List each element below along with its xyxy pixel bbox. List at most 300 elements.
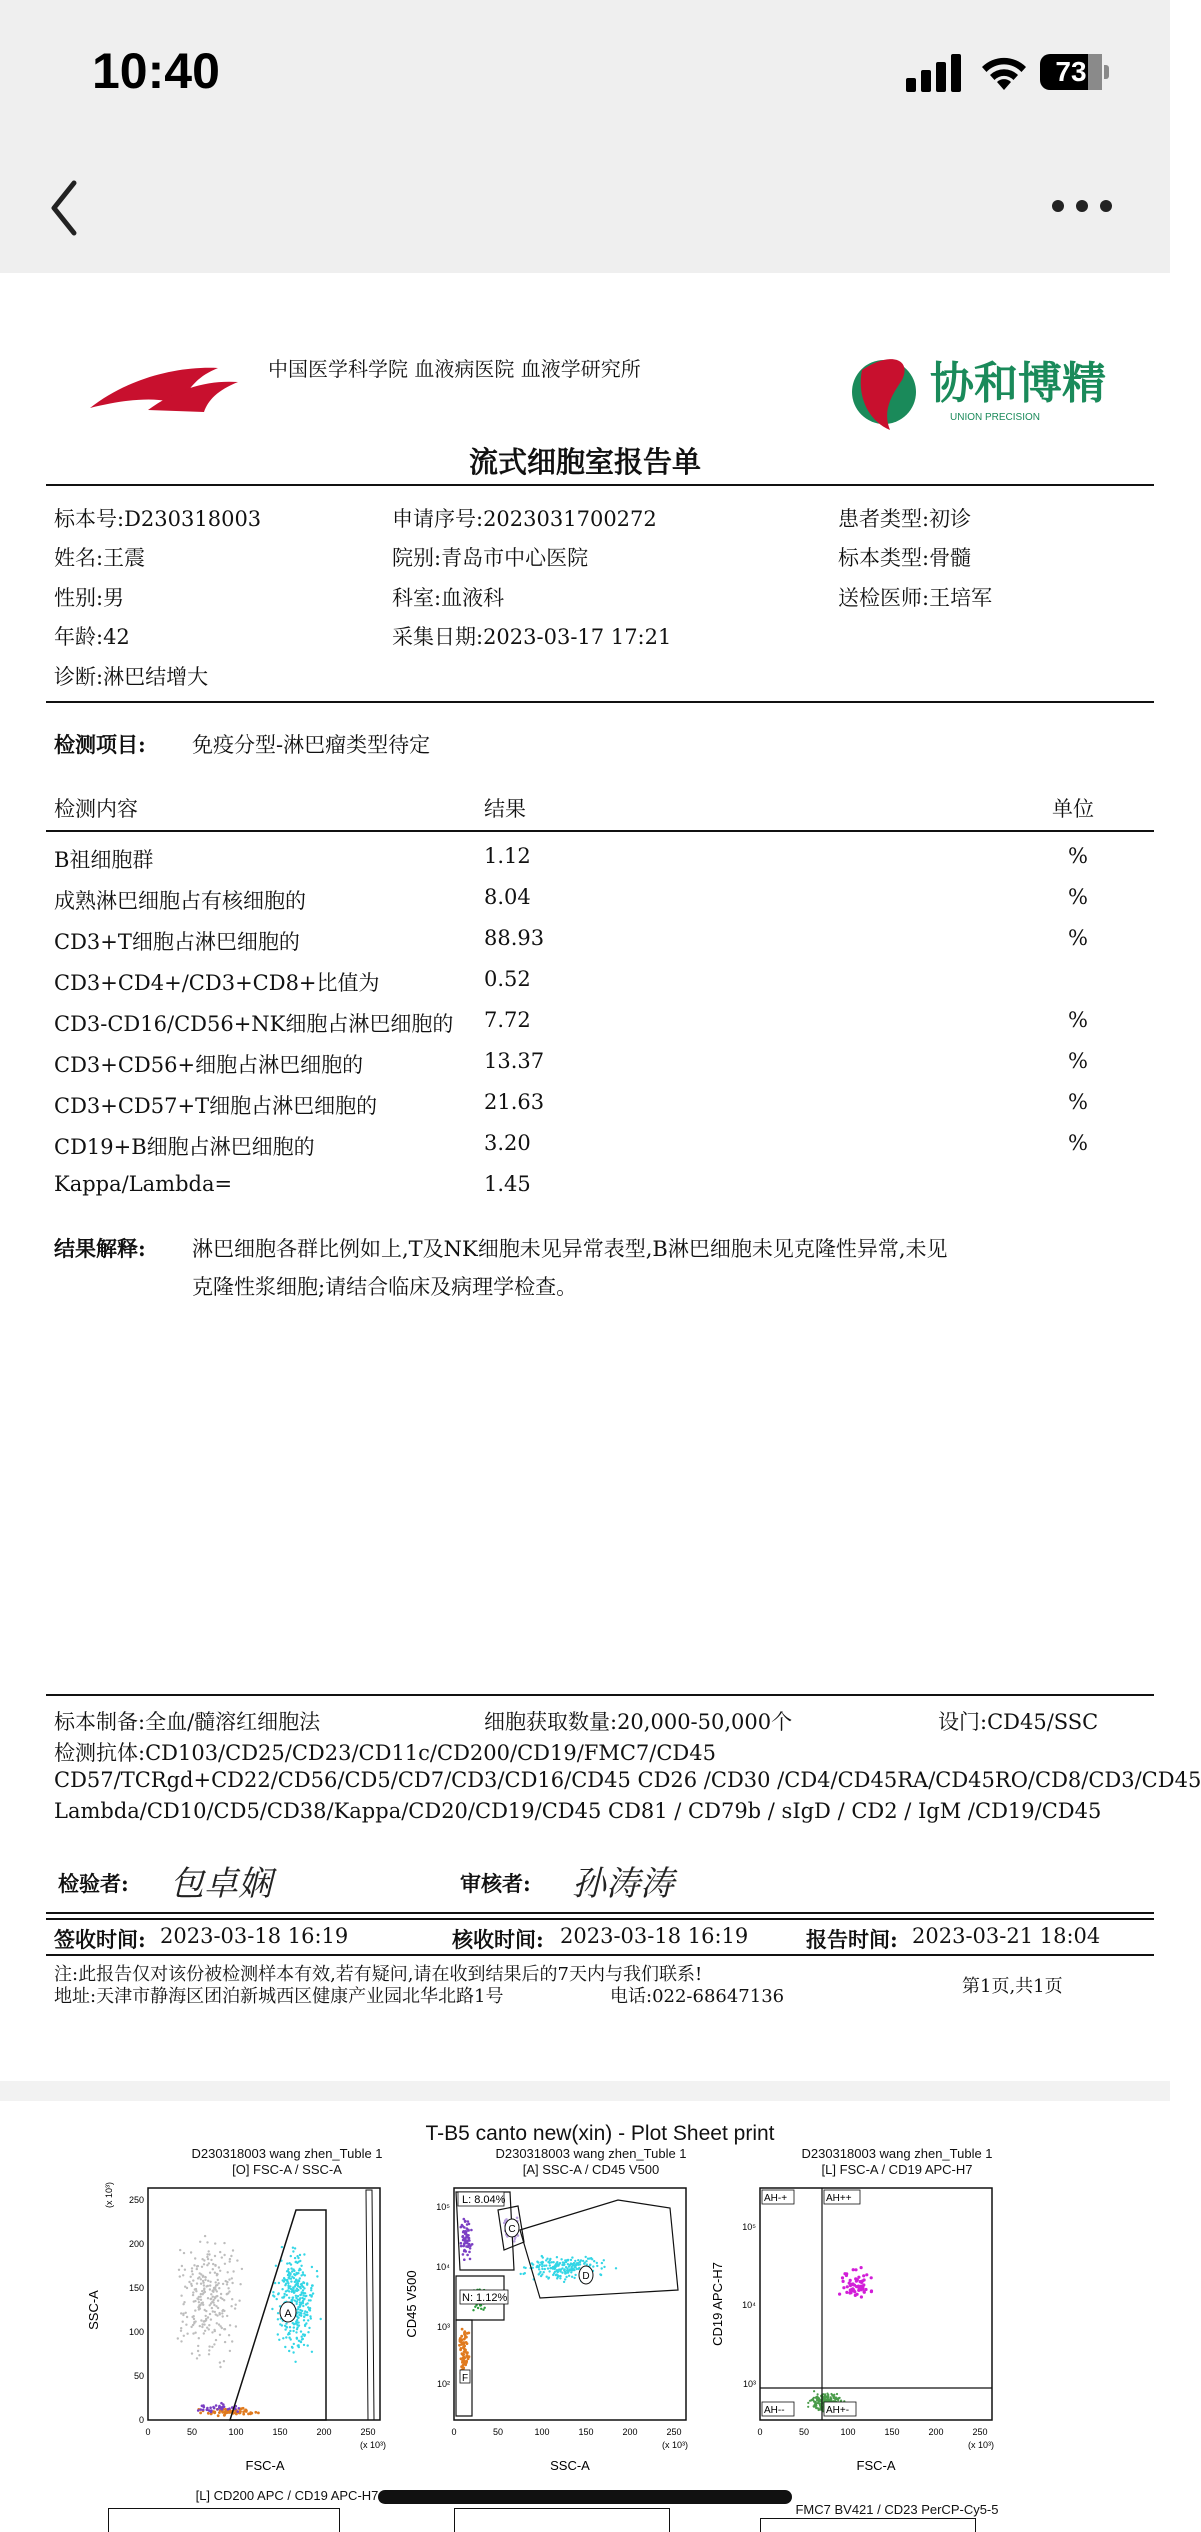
event-dot <box>281 2288 283 2290</box>
event-dot <box>215 2281 217 2283</box>
event-dot <box>817 2393 819 2395</box>
event-dot <box>218 2323 220 2325</box>
event-dot <box>484 2307 486 2309</box>
event-dot <box>846 2285 849 2288</box>
event-dot <box>541 2268 543 2270</box>
event-dot <box>223 2414 226 2417</box>
event-dot <box>460 2245 463 2248</box>
event-dot <box>277 2312 279 2314</box>
event-dot <box>468 2223 471 2226</box>
event-dot <box>210 2298 212 2300</box>
event-dot <box>203 2284 205 2286</box>
svg-text:100: 100 <box>840 2427 856 2437</box>
event-dot <box>601 2262 603 2264</box>
collect-date: 采集日期:2023-03-17 17:21 <box>392 625 672 649</box>
event-dot <box>299 2286 301 2288</box>
event-dot <box>288 2297 290 2299</box>
event-dot <box>305 2322 307 2324</box>
row-name: Kappa/Lambda= <box>54 1172 233 1196</box>
event-dot <box>199 2296 201 2298</box>
event-dot <box>466 2227 469 2230</box>
event-dot <box>242 2407 245 2410</box>
event-dot <box>229 2350 231 2352</box>
event-dot <box>182 2321 184 2323</box>
event-dot <box>299 2297 301 2299</box>
event-dot <box>852 2268 855 2271</box>
event-dot <box>536 2261 538 2263</box>
svg-text:250: 250 <box>128 2195 144 2205</box>
event-dot <box>596 2262 598 2264</box>
event-dot <box>474 2306 476 2308</box>
event-dot <box>271 2308 273 2310</box>
event-dot <box>807 2402 809 2404</box>
event-dot <box>281 2324 283 2326</box>
sign-time: 2023-03-18 16:19 <box>160 1924 349 1948</box>
event-dot <box>302 2286 304 2288</box>
event-dot <box>565 2266 567 2268</box>
event-dot <box>578 2268 580 2270</box>
svg-text:150: 150 <box>578 2427 594 2437</box>
event-dot <box>290 2267 292 2269</box>
event-dot <box>520 2273 522 2275</box>
event-dot <box>465 2341 468 2344</box>
row-unit: % <box>1068 844 1088 868</box>
event-dot <box>205 2310 207 2312</box>
event-dot <box>864 2288 867 2291</box>
row-value: 0.52 <box>484 967 531 991</box>
quad-ah-neg-neg: AH-- <box>764 2405 785 2416</box>
event-dot <box>290 2255 292 2257</box>
event-dot <box>290 2278 292 2280</box>
patient-age: 年龄:42 <box>54 625 130 649</box>
plot4-frame <box>108 2508 340 2532</box>
event-dot <box>288 2333 290 2335</box>
event-dot <box>467 2332 470 2335</box>
event-dot <box>299 2260 301 2262</box>
event-dot <box>299 2309 301 2311</box>
event-dot <box>223 2360 225 2362</box>
event-dot <box>272 2291 274 2293</box>
event-dot <box>819 2404 821 2406</box>
event-dot <box>573 2277 575 2279</box>
event-dot <box>186 2287 188 2289</box>
event-dot <box>302 2273 304 2275</box>
table-header-rule <box>46 830 1154 832</box>
event-dot <box>274 2282 276 2284</box>
back-chevron-icon[interactable] <box>40 173 90 243</box>
event-dot <box>285 2322 287 2324</box>
row-name: CD3+T细胞占淋巴细胞的 <box>54 930 300 954</box>
gate-setting: 设门:CD45/SSC <box>938 1710 1099 1734</box>
event-dot <box>285 2283 287 2285</box>
plot3-xscale: (x 10³) <box>968 2440 995 2450</box>
gate-a-label: A <box>284 2308 292 2320</box>
event-dot <box>813 2390 815 2392</box>
svg-text:10⁵: 10⁵ <box>742 2222 756 2232</box>
event-dot <box>468 2237 471 2240</box>
event-dot <box>583 2263 585 2265</box>
event-dot <box>223 2254 225 2256</box>
event-dot <box>228 2290 230 2292</box>
event-dot <box>212 2296 214 2298</box>
event-dot <box>275 2265 277 2267</box>
svg-text:200: 200 <box>928 2427 944 2437</box>
svg-text:10⁴: 10⁴ <box>436 2262 450 2272</box>
plot3-title: [L] FSC-A / CD19 APC-H7 <box>821 2162 973 2177</box>
event-dot <box>203 2332 205 2334</box>
event-dot <box>557 2265 559 2267</box>
event-dot <box>586 2263 588 2265</box>
header-unit: 单位 <box>1052 797 1094 821</box>
event-dot <box>221 2408 224 2411</box>
event-dot <box>199 2408 202 2411</box>
event-dot <box>516 2217 519 2220</box>
event-dot <box>301 2291 303 2293</box>
event-dot <box>281 2246 283 2248</box>
row-unit: % <box>1068 1049 1088 1073</box>
event-dot <box>863 2278 866 2281</box>
event-dot <box>596 2265 598 2267</box>
event-dot <box>544 2268 546 2270</box>
event-dot <box>206 2256 208 2258</box>
plot3-fsc-cd19 <box>706 2180 1036 2480</box>
event-dot <box>216 2290 218 2292</box>
event-dot <box>208 2262 210 2264</box>
event-dot <box>545 2264 547 2266</box>
event-dot <box>180 2327 182 2329</box>
event-dot <box>295 2279 297 2281</box>
sign-rule-bottom <box>46 1918 1154 1920</box>
event-dot <box>857 2276 860 2279</box>
event-dot <box>307 2319 309 2321</box>
event-dot <box>296 2328 298 2330</box>
more-options-button[interactable] <box>1052 186 1114 226</box>
event-dot <box>296 2290 298 2292</box>
event-dot <box>513 2240 516 2243</box>
event-dot <box>181 2265 183 2267</box>
row-value: 21.63 <box>484 1090 545 1114</box>
event-dot <box>242 2413 245 2416</box>
event-dot <box>227 2271 229 2273</box>
event-dot <box>207 2280 209 2282</box>
event-dot <box>564 2271 566 2273</box>
institute-logo-mark <box>88 348 641 418</box>
event-dot <box>541 2265 543 2267</box>
doctor: 送检医师:王培军 <box>838 586 993 610</box>
event-dot <box>815 2405 817 2407</box>
event-dot <box>194 2257 196 2259</box>
plot1-xscale: (x 10³) <box>360 2440 387 2450</box>
event-dot <box>296 2319 298 2321</box>
event-dot <box>184 2269 186 2271</box>
row-name: CD3-CD16/CD56+NK细胞占淋巴细胞的 <box>54 1012 454 1036</box>
hospital: 院别:青岛市中心医院 <box>392 546 589 570</box>
event-dot <box>296 2303 298 2305</box>
event-dot <box>870 2290 873 2293</box>
event-dot <box>228 2278 230 2280</box>
event-dot <box>284 2346 286 2348</box>
check-time-label: 核收时间: <box>452 1927 544 1952</box>
event-dot <box>547 2277 549 2279</box>
event-dot <box>208 2250 210 2252</box>
event-dot <box>204 2330 206 2332</box>
event-dot <box>193 2300 195 2302</box>
event-dot <box>208 2345 210 2347</box>
event-dot <box>213 2304 215 2306</box>
event-dot <box>298 2340 300 2342</box>
event-dot <box>568 2265 570 2267</box>
patient-sex: 性别:男 <box>54 586 125 610</box>
event-dot <box>209 2272 211 2274</box>
battery-nub <box>1104 65 1109 79</box>
event-dot <box>571 2256 573 2258</box>
page-separator <box>0 2081 1170 2101</box>
event-dot <box>309 2315 311 2317</box>
union-precision-sub: UNION PRECISION <box>950 412 1041 423</box>
event-dot <box>203 2263 205 2265</box>
event-dot <box>219 2334 221 2336</box>
event-dot <box>204 2279 206 2281</box>
svg-text:100: 100 <box>534 2427 550 2437</box>
svg-text:0: 0 <box>145 2427 151 2437</box>
event-dot <box>570 2271 572 2273</box>
event-dot <box>568 2275 570 2277</box>
event-dot <box>202 2280 204 2282</box>
event-dot <box>200 2283 202 2285</box>
event-dot <box>546 2276 548 2278</box>
event-dot <box>183 2252 185 2254</box>
event-dot <box>212 2301 214 2303</box>
event-dot <box>460 2343 463 2346</box>
quad-ah-pos-pos: AH++ <box>826 2193 852 2204</box>
event-dot <box>289 2273 291 2275</box>
event-dot <box>179 2275 181 2277</box>
event-dot <box>202 2275 204 2277</box>
event-dot <box>223 2242 225 2244</box>
event-dot <box>467 2245 470 2248</box>
reviewer-label: 审核者: <box>460 1871 531 1896</box>
event-dot <box>216 2273 218 2275</box>
event-dot <box>292 2290 294 2292</box>
event-dot <box>307 2344 309 2346</box>
event-dot <box>198 2308 200 2310</box>
event-dot <box>191 2316 193 2318</box>
gate-f-label: F <box>462 2373 469 2384</box>
event-dot <box>577 2259 579 2261</box>
event-dot <box>277 2333 279 2335</box>
event-dot <box>231 2282 233 2284</box>
event-dot <box>298 2280 300 2282</box>
event-dot <box>296 2301 298 2303</box>
home-indicator[interactable] <box>378 2490 792 2504</box>
event-dot <box>277 2318 279 2320</box>
event-dot <box>286 2262 288 2264</box>
event-dot <box>192 2279 194 2281</box>
event-dot <box>214 2255 216 2257</box>
event-dot <box>283 2293 285 2295</box>
event-dot <box>523 2266 525 2268</box>
interpretation-label: 结果解释: <box>54 1236 146 1261</box>
event-dot <box>559 2270 561 2272</box>
event-dot <box>185 2324 187 2326</box>
event-dot <box>209 2313 211 2315</box>
event-dot <box>299 2294 301 2296</box>
event-dot <box>300 2330 302 2332</box>
event-dot <box>295 2297 297 2299</box>
event-dot <box>463 2243 466 2246</box>
event-dot <box>200 2299 202 2301</box>
event-dot <box>464 2220 467 2223</box>
event-dot <box>213 2411 216 2414</box>
plot1-xlabel: FSC-A <box>245 2458 285 2473</box>
event-dot <box>199 2325 201 2327</box>
event-dot <box>214 2265 216 2267</box>
event-dot <box>290 2280 292 2282</box>
union-precision-name: 协和博精 <box>930 358 1106 409</box>
apply-no: 申请序号:2023031700272 <box>392 507 657 531</box>
event-dot <box>310 2317 312 2319</box>
title-rule <box>46 484 1154 486</box>
interpretation-line1: 淋巴细胞各群比例如上,T及NK细胞未见异常表型,B淋巴细胞未见克隆性异常,未见 <box>192 1237 948 1261</box>
patient-name: 姓名:王震 <box>54 546 146 570</box>
event-dot <box>859 2280 862 2283</box>
row-name: B祖细胞群 <box>54 848 154 872</box>
event-dot <box>209 2284 211 2286</box>
plot2-xlabel: SSC-A <box>550 2458 590 2473</box>
svg-text:100: 100 <box>128 2327 144 2337</box>
event-dot <box>460 2242 463 2245</box>
event-dot <box>579 2261 581 2263</box>
event-dot <box>830 2399 832 2401</box>
svg-text:100: 100 <box>228 2427 244 2437</box>
event-dot <box>293 2277 295 2279</box>
event-dot <box>287 2285 289 2287</box>
cell-count: 细胞获取数量:20,000-50,000个 <box>484 1710 793 1734</box>
event-dot <box>212 2406 215 2409</box>
event-dot <box>480 2308 482 2310</box>
event-dot <box>210 2318 212 2320</box>
event-dot <box>209 2406 212 2409</box>
event-dot <box>860 2295 863 2298</box>
event-dot <box>466 2354 469 2357</box>
event-dot <box>807 2406 809 2408</box>
event-dot <box>839 2397 841 2399</box>
event-dot <box>186 2333 188 2335</box>
event-dot <box>303 2282 305 2284</box>
quad-ah-neg-pos: AH-+ <box>764 2193 788 2204</box>
event-dot <box>300 2312 302 2314</box>
event-dot <box>278 2282 280 2284</box>
interpretation-line2: 克隆性浆细胞;请结合临床及病理学检查。 <box>192 1275 578 1299</box>
event-dot <box>311 2266 313 2268</box>
svg-text:10³: 10³ <box>742 2379 756 2389</box>
event-dot <box>464 2349 467 2352</box>
event-dot <box>201 2326 203 2328</box>
event-dot <box>207 2412 210 2415</box>
event-dot <box>210 2259 212 2261</box>
event-dot <box>838 2293 841 2296</box>
event-dot <box>290 2338 292 2340</box>
event-dot <box>276 2298 278 2300</box>
plot1-yscale: (x 10³) <box>104 2181 114 2208</box>
institute-logo-text: 中国医学科学院 血液病医院 血液学研究所 <box>268 357 641 381</box>
report-time: 2023-03-21 18:04 <box>912 1924 1101 1948</box>
event-dot <box>565 2261 567 2263</box>
event-dot <box>296 2255 298 2257</box>
event-dot <box>235 2304 237 2306</box>
event-dot <box>287 2268 289 2270</box>
event-dot <box>601 2267 603 2269</box>
event-dot <box>462 2253 465 2256</box>
event-dot <box>292 2351 294 2353</box>
reviewer-signature: 孙涛涛 <box>572 1864 674 1904</box>
event-dot <box>229 2260 231 2262</box>
svg-text:50: 50 <box>186 2427 198 2437</box>
event-dot <box>467 2220 470 2223</box>
event-dot <box>208 2349 210 2351</box>
row-unit: % <box>1068 926 1088 950</box>
footer-rule <box>46 1954 1154 1956</box>
event-dot <box>284 2325 286 2327</box>
event-dot <box>291 2270 293 2272</box>
event-dot <box>278 2339 280 2341</box>
event-dot <box>209 2288 211 2290</box>
event-dot <box>320 2318 322 2320</box>
event-dot <box>178 2269 180 2271</box>
sign-time-label: 签收时间: <box>54 1927 146 1952</box>
event-dot <box>239 2283 241 2285</box>
svg-text:200: 200 <box>128 2239 144 2249</box>
event-dot <box>599 2273 601 2275</box>
plot5-frame <box>454 2508 670 2532</box>
event-dot <box>224 2263 226 2265</box>
svg-text:250: 250 <box>360 2427 376 2437</box>
event-dot <box>465 2232 468 2235</box>
row-name: CD19+B细胞占淋巴细胞的 <box>54 1135 315 1159</box>
event-dot <box>198 2301 200 2303</box>
row-value: 3.20 <box>484 1131 531 1155</box>
event-dot <box>292 2247 294 2249</box>
gate-d-label: D <box>582 2271 590 2282</box>
event-dot <box>283 2280 285 2282</box>
event-dot <box>213 2343 215 2345</box>
svg-text:10⁴: 10⁴ <box>742 2300 756 2310</box>
event-dot <box>556 2277 558 2279</box>
event-dot <box>288 2287 290 2289</box>
event-dot <box>809 2400 811 2402</box>
event-dot <box>214 2311 216 2313</box>
specimen-no: 标本号:D230318003 <box>54 507 262 531</box>
event-dot <box>585 2256 587 2258</box>
examiner-signature: 包卓娴 <box>170 1864 272 1904</box>
event-dot <box>298 2314 300 2316</box>
event-dot <box>301 2336 303 2338</box>
event-dot <box>297 2344 299 2346</box>
method-rule <box>46 1694 1154 1696</box>
event-dot <box>192 2332 194 2334</box>
event-dot <box>191 2352 193 2354</box>
event-dot <box>207 2285 209 2287</box>
event-dot <box>199 2241 201 2243</box>
event-dot <box>463 2345 466 2348</box>
event-dot <box>463 2357 466 2360</box>
event-dot <box>565 2276 567 2278</box>
row-value: 88.93 <box>484 926 545 950</box>
event-dot <box>193 2318 195 2320</box>
event-dot <box>293 2343 295 2345</box>
event-dot <box>468 2251 471 2254</box>
event-dot <box>310 2289 312 2291</box>
